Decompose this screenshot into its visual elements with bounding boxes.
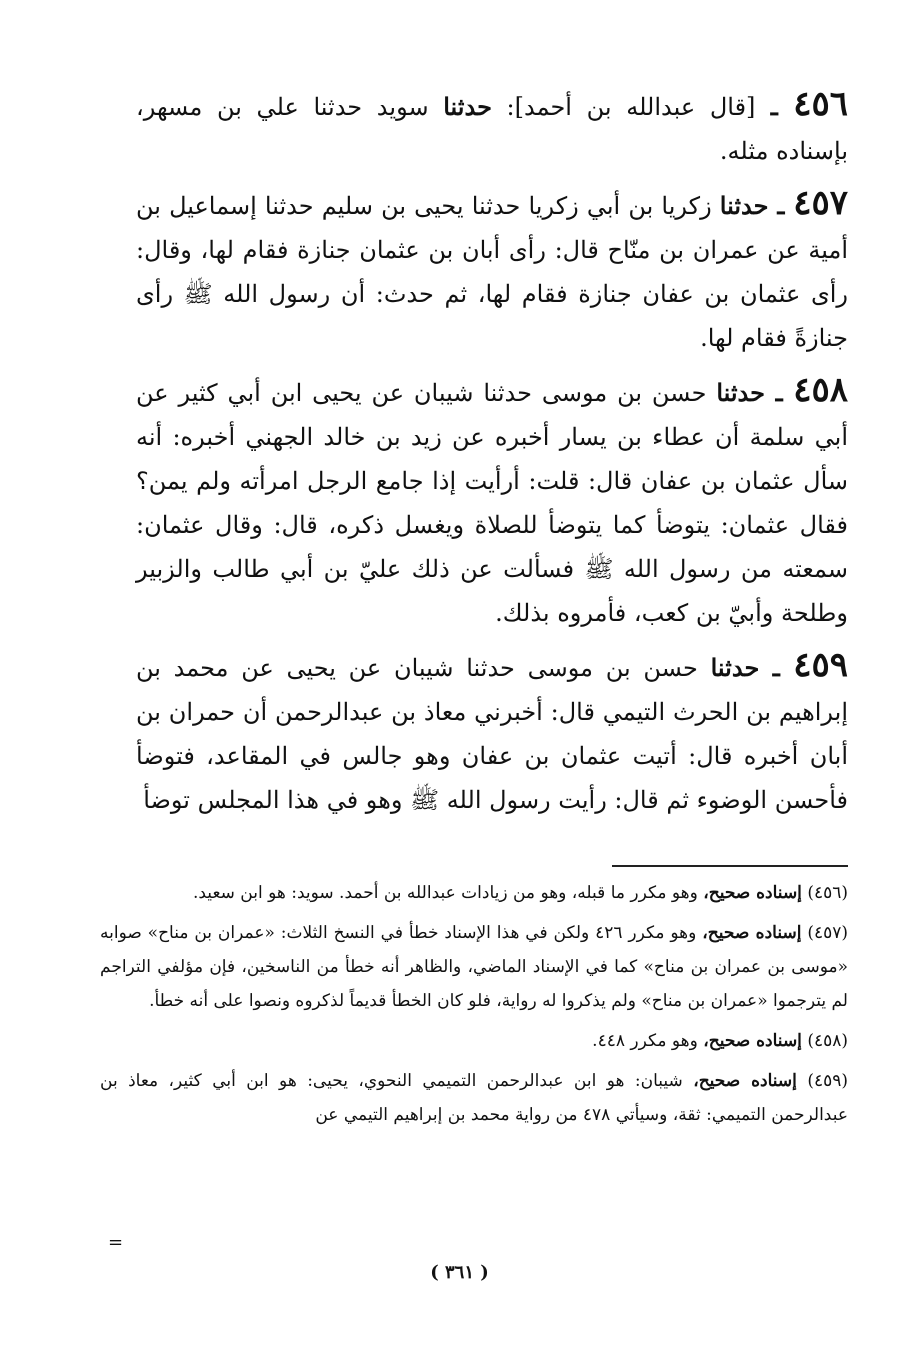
separator: ـ — [764, 378, 794, 407]
hadith-keyword: حدثنا — [443, 92, 492, 121]
footnote-ref: (٤٥٧) — [807, 923, 849, 943]
footnote-459 — [100, 1064, 848, 1132]
hadith-number: ٤٥٦ — [793, 84, 848, 124]
hadith-457 — [136, 181, 848, 360]
hadith-458 — [136, 368, 848, 635]
footnote-grade: إسناده صحيح، — [703, 883, 802, 903]
footnote-divider — [612, 865, 848, 867]
separator: ـ — [768, 191, 794, 220]
footnote-grade: إسناده صحيح، — [693, 1071, 797, 1091]
footnote-text: وهو مكرر ٤٤٨. — [592, 1031, 704, 1051]
footnote-grade: إسناده صحيح، — [702, 923, 802, 943]
footnote-457 — [100, 916, 848, 1018]
hadith-keyword: حدثنا — [716, 378, 765, 407]
hadith-459 — [136, 643, 848, 822]
footnote-text: وهو مكرر ما قبله، وهو من زيادات عبدالله بن أحمد. سويد: هو ابن سعيد. — [192, 883, 704, 903]
hadith-text: حسن بن موسى حدثنا شيبان عن يحيى ابن أبي كثير عن أبي سلمة أن عطاء بن يسار أخبره عن زيد بن خالد الجهني أخبره: أنه سأل عثمان بن عفان قال: قلت: أرأيت إذا جامع الرجل امرأته ولم يمن؟ فقال عثمان: يتوضأ كما يتوضأ للصلاة ويغسل ذكره، قال: وقال عثمان: سمعته من رسول الله ﷺ فسألت عن ذلك عليّ بن أبي طالب والزبير وطلحة وأبيّ بن كعب، فأمروه بذلك. — [136, 379, 848, 627]
hadith-text: زكريا بن أبي زكريا حدثنا يحيى بن سليم حدثنا إسماعيل بن أمية عن عمران بن منّاح قال: رأى أبان بن عثمان جنازة فقام لها، وقال: رأى عثمان بن عفان جنازة فقام لها، ثم حدث: أن رسول الله ﷺ رأى جنازةً فقام لها. — [136, 192, 848, 352]
hadith-number: ٤٥٩ — [793, 645, 849, 685]
continuation-mark: = — [108, 1232, 124, 1253]
footnotes — [100, 876, 848, 1138]
hadith-456 — [136, 82, 848, 173]
hadith-text: حسن بن موسى حدثنا شيبان عن يحيى عن محمد بن إبراهيم بن الحرث التيمي قال: أخبرني معاذ بن عبدالرحمن أن حمران بن أبان أخبره قال: أتيت عثمان بن عفان وهو جالس في المقاعد، فتوضأ فأحسن الوضوء ثم قال: رأيت رسول الله ﷺ وهو في هذا المجلس توضأ — [136, 654, 848, 814]
hadith-number: ٤٥٧ — [793, 183, 848, 223]
main-text — [136, 82, 848, 830]
hadith-keyword: حدثنا — [719, 191, 769, 220]
hadith-number: ٤٥٨ — [793, 370, 849, 410]
footnote-ref: (٤٥٦) — [807, 883, 848, 903]
footnote-458 — [100, 1024, 848, 1058]
separator: ـ — [755, 92, 794, 121]
hadith-text: سويد حدثنا علي بن مسهر، بإسناده مثله. — [136, 93, 848, 165]
footnote-text: وهو مكرر ٤٢٦ ولكن في هذا الإسناد خطأ في النسخ الثلاث: «عمران بن مناح» صوابه «موسى بن عمران بن مناح» كما في الإسناد الماضي، والظاهر أنه خطأ من الناسخين، فإن مؤلفي التراجم لم يترجموا «عمران بن مناح» ولم يذكروا له رواية، فلو كان الخطأ قديماً لذكروه ونصوا على أنه خطأ. — [100, 923, 848, 1011]
separator: ـ — [759, 653, 794, 682]
footnote-ref: (٤٥٩) — [807, 1071, 849, 1091]
footnote-grade: إسناده صحيح، — [703, 1031, 802, 1051]
footnote-ref: (٤٥٨) — [807, 1031, 848, 1051]
footnote-456 — [100, 876, 848, 910]
footnote-text: شيبان: هو ابن عبدالرحمن التميمي النحوي، يحيى: هو ابن أبي كثير، معاذ بن عبدالرحمن التميمي: ثقة، وسيأتي ٤٧٨ من رواية محمد بن إبراهيم التيمي عن — [100, 1071, 848, 1125]
hadith-prefix: [قال عبدالله بن أحمد]: — [491, 93, 756, 121]
hadith-keyword: حدثنا — [710, 653, 760, 682]
page-number: ( ٣٦١ ) — [430, 1262, 489, 1283]
